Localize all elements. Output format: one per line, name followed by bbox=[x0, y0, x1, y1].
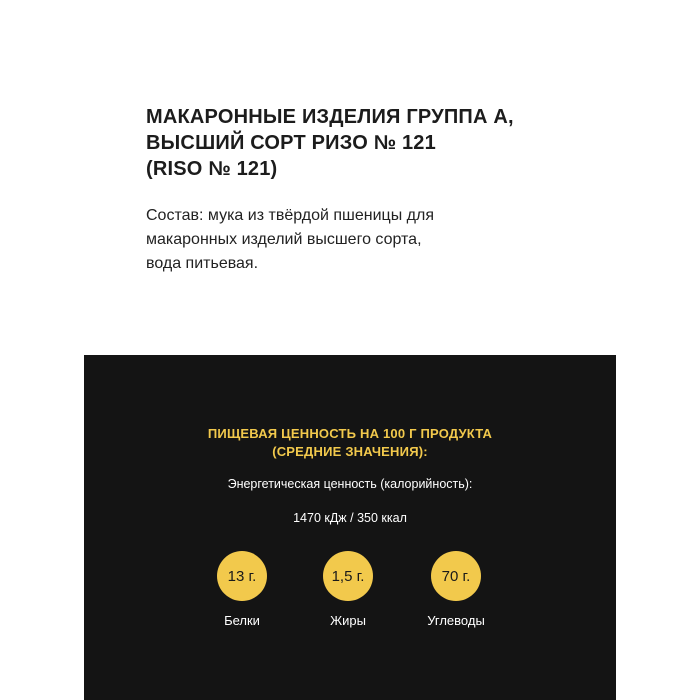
energy-value: 1470 кДж / 350 ккал bbox=[293, 511, 407, 525]
nutrient-carbs bbox=[411, 551, 501, 628]
nutrition-title-line: ПИЩЕВАЯ ЦЕННОСТЬ НА 100 Г ПРОДУКТА bbox=[207, 426, 493, 441]
composition-line: макаронных изделий высшего сорта, bbox=[146, 231, 422, 248]
product-title bbox=[146, 104, 626, 182]
nutrient-fat bbox=[303, 551, 393, 628]
protein-value-badge: 13 г. bbox=[217, 551, 267, 601]
product-composition bbox=[146, 204, 626, 276]
product-title-line: ВЫСШИЙ СОРТ РИЗО № 121 bbox=[146, 132, 436, 154]
nutrition-title bbox=[84, 425, 616, 461]
energy-label: Энергетическая ценность (калорийность): bbox=[227, 477, 473, 491]
product-title-line: МАКАРОННЫЕ ИЗДЕЛИЯ ГРУППА А, bbox=[146, 106, 514, 128]
nutrition-panel bbox=[84, 355, 616, 700]
composition-line: Состав: мука из твёрдой пшеницы для bbox=[146, 207, 434, 224]
composition-line: вода питьевая. bbox=[146, 255, 259, 272]
nutrition-title-line: (СРЕДНИЕ ЗНАЧЕНИЯ): bbox=[272, 444, 428, 459]
fat-label: Жиры bbox=[330, 613, 366, 628]
product-title-line: (RISO № 121) bbox=[146, 158, 278, 180]
nutrient-protein bbox=[197, 551, 287, 628]
carbs-label: Углеводы bbox=[427, 613, 485, 628]
carbs-value-badge: 70 г. bbox=[431, 551, 481, 601]
fat-value-badge: 1,5 г. bbox=[323, 551, 373, 601]
protein-label: Белки bbox=[224, 613, 260, 628]
